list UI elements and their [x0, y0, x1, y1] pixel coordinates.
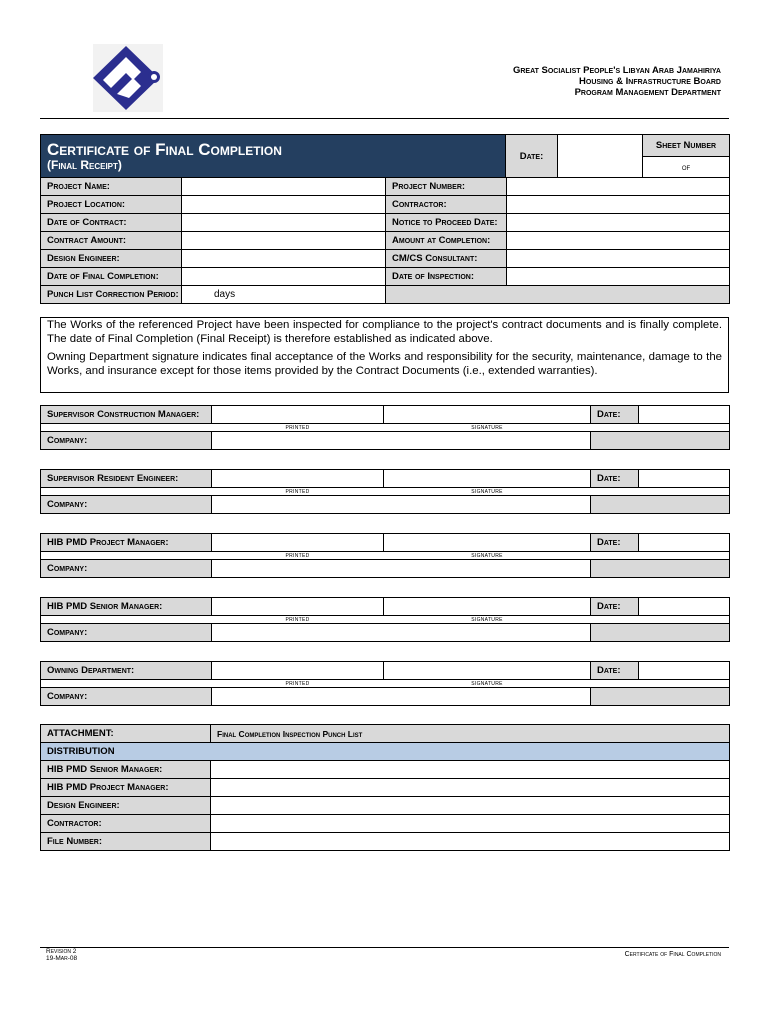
printed-caption: printed: [212, 488, 384, 496]
dist-field-project-manager[interactable]: [211, 779, 730, 797]
table-row: [41, 797, 730, 815]
design-engineer-label: Design Engineer:: [41, 250, 182, 268]
dist-field-contractor[interactable]: [211, 815, 730, 833]
title-cell: [41, 135, 506, 178]
statement-box: [40, 317, 729, 393]
date-of-contract-label: Date of Contract:: [41, 214, 182, 232]
table-row: [41, 560, 730, 578]
signature-field[interactable]: [384, 534, 591, 552]
header-line-2: Housing & Infrastructure Board: [579, 76, 721, 87]
shaded-blank: [591, 432, 730, 450]
dist-label-design-engineer: Design Engineer:: [41, 797, 211, 815]
project-location-label: Project Location:: [41, 196, 182, 214]
sign-date-field[interactable]: [639, 406, 730, 424]
table-row: [41, 496, 730, 514]
page-title: Certificate of Final Completion: [47, 139, 282, 159]
signatory-role-label: Supervisor Construction Manager:: [41, 406, 212, 424]
statement-paragraph-1: The Works of the referenced Project have been inspected for compliance to the project's contract documents and is finally complete. The date of Final Completion (Final Receipt) is therefore established as indicated above.: [47, 319, 722, 345]
table-row: [41, 424, 730, 432]
sign-date-label: Date:: [591, 662, 639, 680]
shaded-blank: [591, 496, 730, 514]
header-line-3: Program Management Department: [574, 87, 721, 98]
notice-to-proceed-field[interactable]: [507, 214, 730, 232]
signature-caption: signature: [384, 616, 591, 624]
punch-list-period-field[interactable]: [182, 286, 386, 304]
signature-field[interactable]: [384, 470, 591, 488]
footer-revision: [46, 948, 77, 962]
table-row: [41, 406, 730, 424]
company-field[interactable]: [212, 688, 591, 706]
signatory-role-label: Supervisor Resident Engineer:: [41, 470, 212, 488]
contract-amount-field[interactable]: [182, 232, 386, 250]
footer-rule: [40, 947, 729, 948]
date-of-contract-field[interactable]: [182, 214, 386, 232]
attachment-value[interactable]: Final Completion Inspection Punch List: [211, 725, 730, 743]
distribution-table: [40, 724, 730, 851]
dist-label-senior-manager: HIB PMD Senior Manager:: [41, 761, 211, 779]
date-final-completion-field[interactable]: [182, 268, 386, 286]
signature-block: [40, 469, 730, 514]
table-row: [41, 534, 730, 552]
company-field[interactable]: [212, 624, 591, 642]
table-row: [41, 470, 730, 488]
revision-date: 19-Mar-08: [46, 955, 78, 962]
signature-caption: signature: [384, 488, 591, 496]
printed-name-field[interactable]: [212, 662, 384, 680]
printed-name-field[interactable]: [212, 534, 384, 552]
project-number-field[interactable]: [507, 178, 730, 196]
sign-date-field[interactable]: [639, 470, 730, 488]
org-header: [513, 65, 721, 98]
company-field[interactable]: [212, 496, 591, 514]
table-row: [41, 743, 730, 761]
dist-field-senior-manager[interactable]: [211, 761, 730, 779]
company-label: Company:: [41, 688, 212, 706]
date-label: Date:: [506, 135, 558, 178]
table-row: [41, 779, 730, 797]
project-location-field[interactable]: [182, 196, 386, 214]
printed-caption: printed: [212, 616, 384, 624]
shaded-blank: [386, 286, 730, 304]
punch-list-period-label: Punch List Correction Period:: [41, 286, 182, 304]
notice-to-proceed-label: Notice to Proceed Date:: [386, 214, 507, 232]
shaded-blank: [591, 688, 730, 706]
company-label: Company:: [41, 624, 212, 642]
table-row: [41, 214, 730, 232]
project-name-field[interactable]: [182, 178, 386, 196]
attachment-label: ATTACHMENT:: [41, 725, 211, 743]
signatory-role-label: HIB PMD Project Manager:: [41, 534, 212, 552]
printed-caption: printed: [212, 424, 384, 432]
page-subtitle: (Final Receipt): [47, 157, 122, 172]
sign-date-field[interactable]: [639, 534, 730, 552]
date-final-completion-label: Date of Final Completion:: [41, 268, 182, 286]
contractor-label: Contractor:: [386, 196, 507, 214]
table-row: [41, 725, 730, 743]
table-row: [41, 833, 730, 851]
printed-name-field[interactable]: [212, 406, 384, 424]
dist-field-file-number[interactable]: [211, 833, 730, 851]
company-field[interactable]: [212, 432, 591, 450]
signature-field[interactable]: [384, 598, 591, 616]
contractor-field[interactable]: [507, 196, 730, 214]
table-row: [41, 250, 730, 268]
dist-label-file-number: File Number:: [41, 833, 211, 851]
distribution-header: DISTRIBUTION: [41, 743, 730, 761]
printed-name-field[interactable]: [212, 598, 384, 616]
printed-name-field[interactable]: [212, 470, 384, 488]
footer-title: Certificate of Final Completion: [624, 951, 721, 958]
project-name-label: Project Name:: [41, 178, 182, 196]
signature-block: [40, 405, 730, 450]
signature-block: [40, 661, 730, 706]
signature-field[interactable]: [384, 406, 591, 424]
amount-at-completion-label: Amount at Completion:: [386, 232, 507, 250]
sign-date-label: Date:: [591, 470, 639, 488]
signature-caption: signature: [384, 424, 591, 432]
table-row: [41, 598, 730, 616]
project-fields-table: [40, 177, 730, 304]
logo-icon: [93, 44, 163, 112]
header-line-1: Great Socialist People's Libyan Arab Jamahiriya: [512, 65, 721, 76]
sheet-of[interactable]: of: [643, 157, 730, 178]
amount-at-completion-field[interactable]: [507, 232, 730, 250]
table-row: [41, 680, 730, 688]
header-rule: [40, 118, 729, 119]
cm-cs-consultant-field[interactable]: [507, 250, 730, 268]
company-label: Company:: [41, 496, 212, 514]
sign-date-label: Date:: [591, 406, 639, 424]
contract-amount-label: Contract Amount:: [41, 232, 182, 250]
dist-label-project-manager: HIB PMD Project Manager:: [41, 779, 211, 797]
signature-field[interactable]: [384, 662, 591, 680]
dist-label-contractor: Contractor:: [41, 815, 211, 833]
logo: [93, 44, 163, 112]
sign-date-label: Date:: [591, 598, 639, 616]
signature-block: [40, 597, 730, 642]
date-of-inspection-label: Date of Inspection:: [386, 268, 507, 286]
table-row: [41, 432, 730, 450]
table-row: [41, 178, 730, 196]
title-block: [40, 134, 730, 178]
signature-caption: signature: [384, 680, 591, 688]
date-of-inspection-field[interactable]: [507, 268, 730, 286]
sheet-number-label: Sheet Number: [643, 135, 730, 157]
statement-paragraph-2: Owning Department signature indicates final acceptance of the Works and responsibility for the security, maintenance, damage to the Works, and insurance except for those items provided by the Contract Documents (i.e., extended warranties).: [47, 351, 722, 377]
table-row: [41, 286, 730, 304]
company-label: Company:: [41, 432, 212, 450]
sign-date-field[interactable]: [639, 662, 730, 680]
design-engineer-field[interactable]: [182, 250, 386, 268]
dist-field-design-engineer[interactable]: [211, 797, 730, 815]
printed-caption: printed: [212, 680, 384, 688]
table-row: [41, 552, 730, 560]
shaded-blank: [591, 560, 730, 578]
days-unit: days: [214, 289, 236, 300]
printed-caption: printed: [212, 552, 384, 560]
table-row: [41, 616, 730, 624]
table-row: [41, 624, 730, 642]
signature-caption: signature: [384, 552, 591, 560]
table-row: [41, 815, 730, 833]
revision-label: Revision 2: [46, 948, 77, 955]
company-field[interactable]: [212, 560, 591, 578]
cm-cs-consultant-label: CM/CS Consultant:: [386, 250, 507, 268]
sign-date-field[interactable]: [639, 598, 730, 616]
project-number-label: Project Number:: [386, 178, 507, 196]
signatory-role-label: HIB PMD Senior Manager:: [41, 598, 212, 616]
signature-block: [40, 533, 730, 578]
date-field[interactable]: [558, 135, 643, 178]
table-row: [41, 488, 730, 496]
table-row: [41, 268, 730, 286]
shaded-blank: [591, 624, 730, 642]
signatory-role-label: Owning Department:: [41, 662, 212, 680]
table-row: [41, 232, 730, 250]
table-row: [41, 196, 730, 214]
sign-date-label: Date:: [591, 534, 639, 552]
table-row: [41, 761, 730, 779]
company-label: Company:: [41, 560, 212, 578]
table-row: [41, 662, 730, 680]
table-row: [41, 688, 730, 706]
